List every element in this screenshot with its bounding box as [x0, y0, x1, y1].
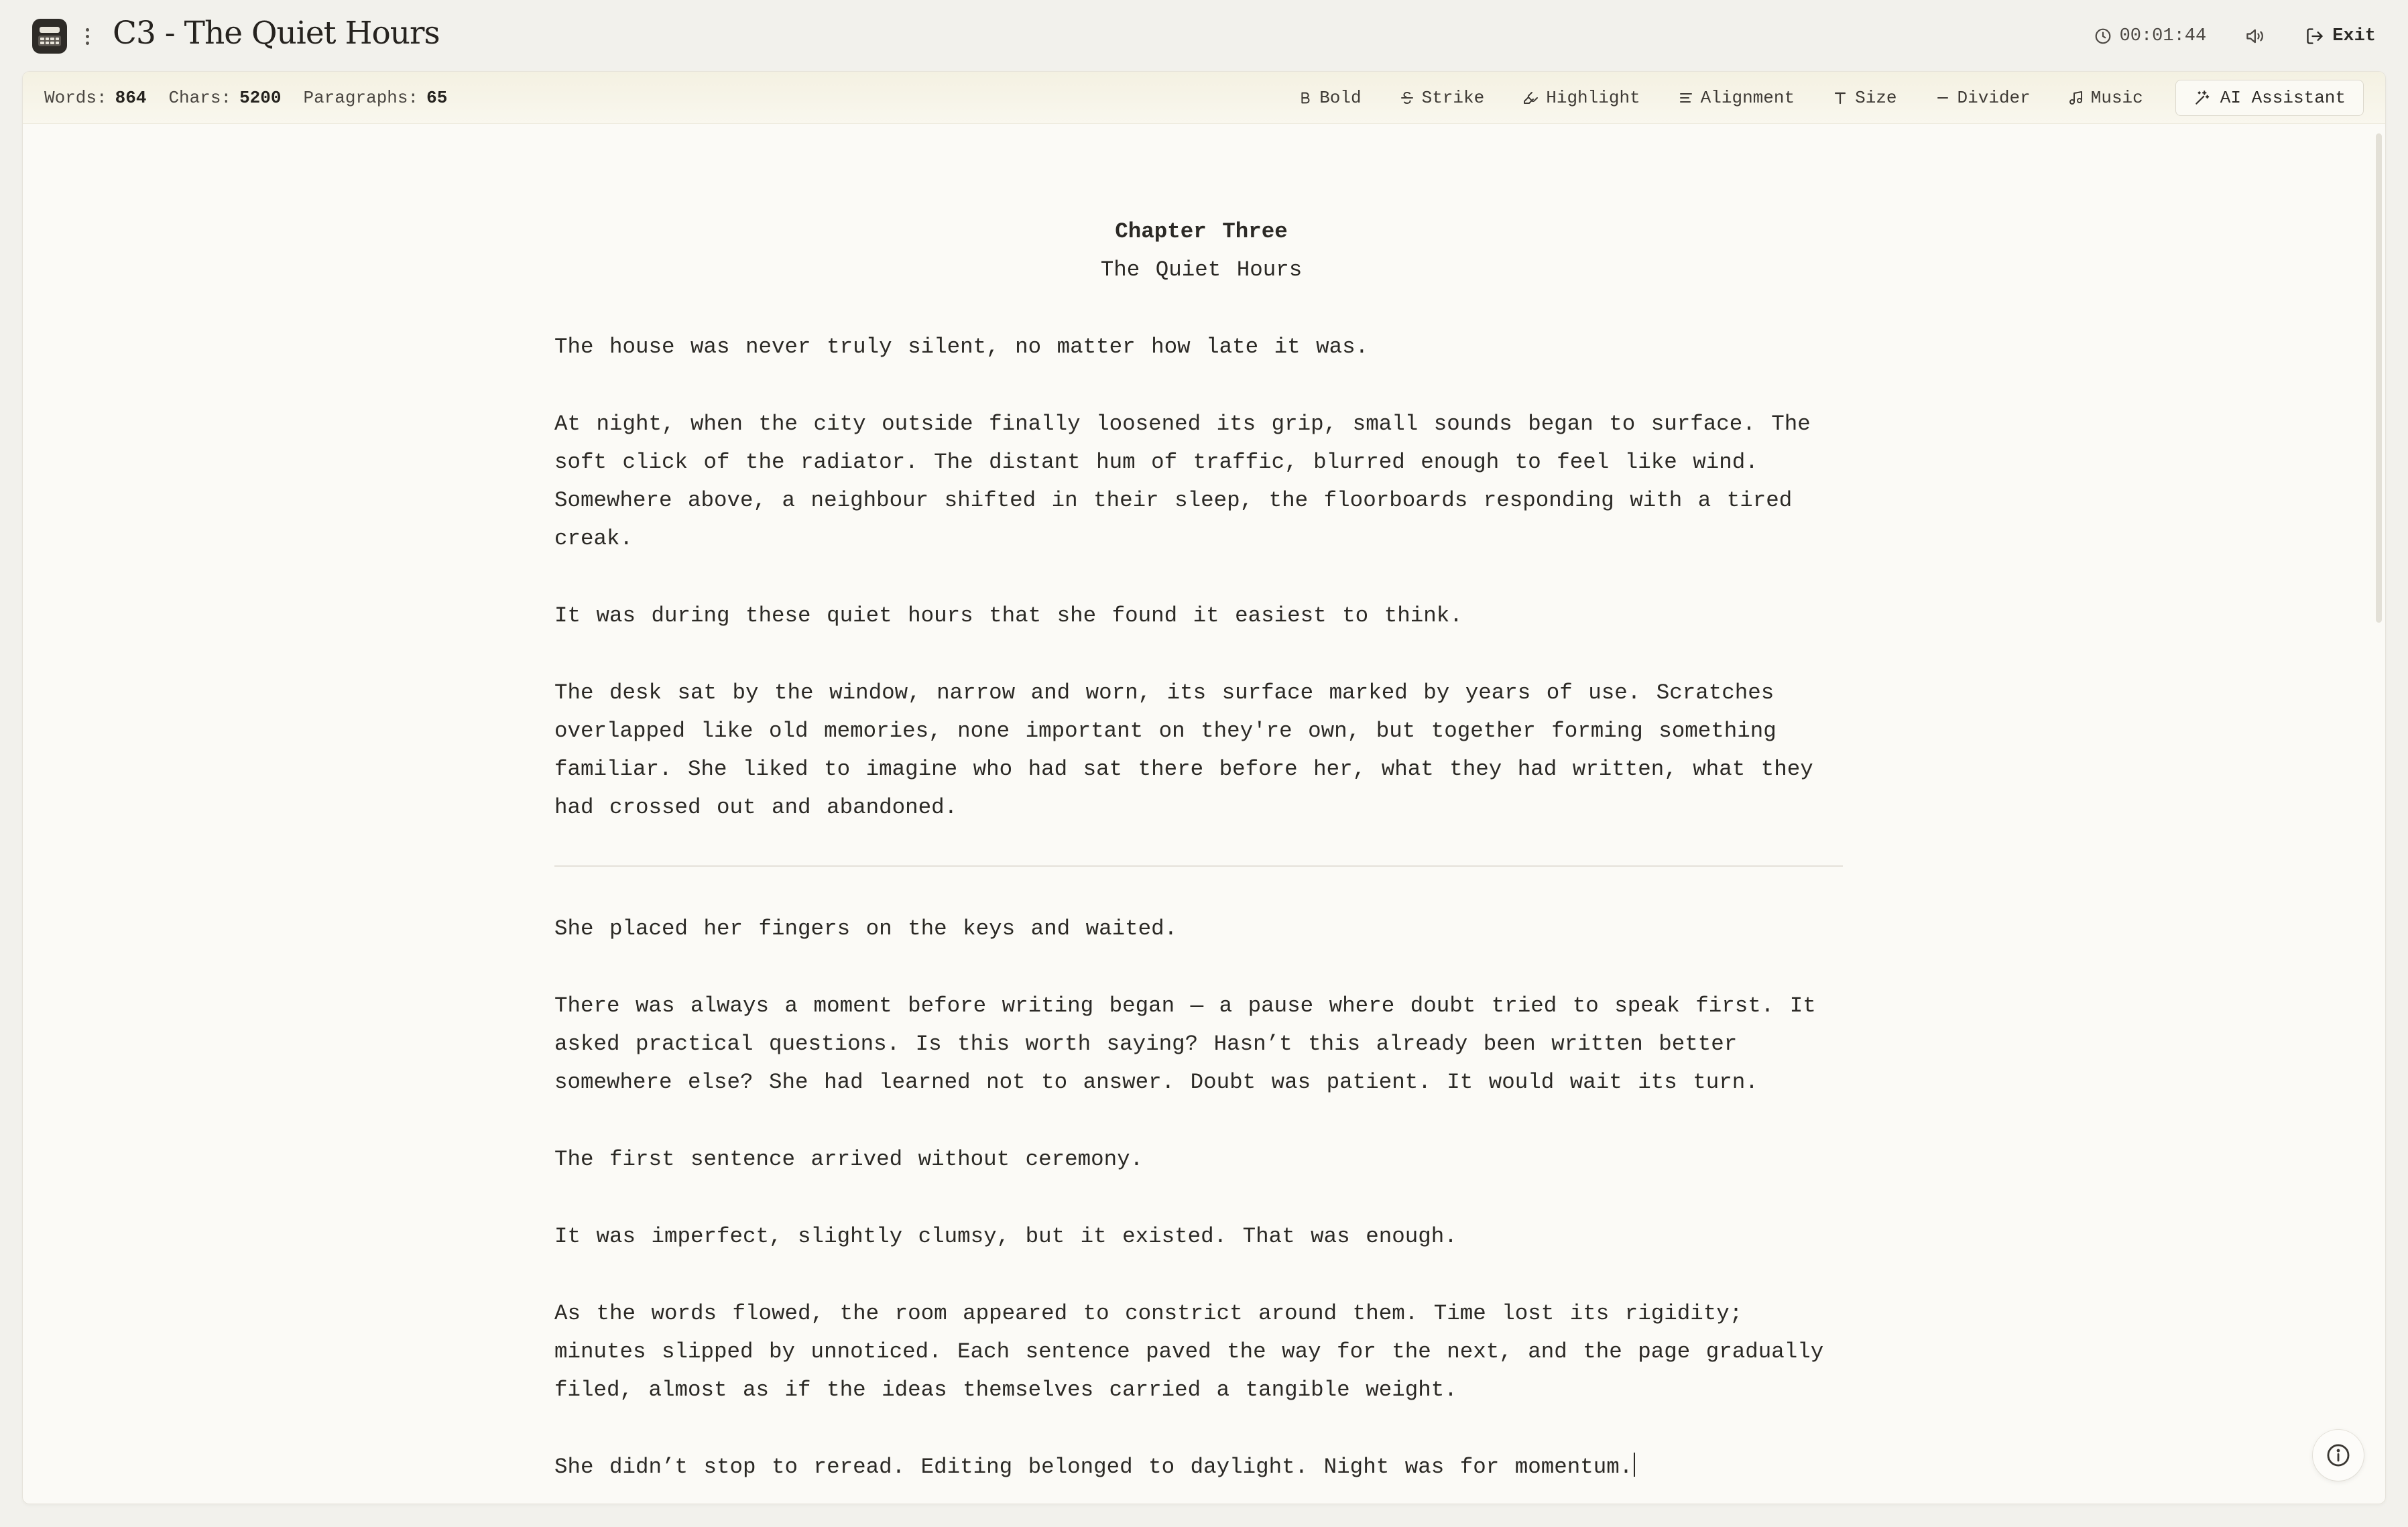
paragraph-text: She didn’t stop to reread. Editing belonged to daylight. Night was for momentum. — [554, 1455, 1633, 1479]
strike-button[interactable] — [1399, 88, 1485, 108]
char-count-label: Chars: — [168, 88, 232, 108]
paragraph[interactable]: The house was never truly silent, no matter how late it was. — [554, 334, 1369, 359]
log-out-icon — [2305, 27, 2324, 46]
document-stats — [44, 72, 447, 124]
align-left-icon — [1678, 90, 1694, 106]
formatting-tools — [1260, 72, 2364, 124]
paragraph-count-value: 65 — [426, 88, 448, 108]
chapter-subtitle[interactable]: The Quiet Hours — [1100, 257, 1303, 282]
document-title[interactable]: C3 - The Quiet Hours — [113, 15, 440, 52]
music-label: Music — [2090, 88, 2143, 108]
vertical-scrollbar[interactable] — [2373, 133, 2385, 623]
sound-toggle[interactable] — [2245, 27, 2267, 46]
char-count — [168, 88, 281, 108]
section-divider — [554, 865, 1843, 867]
char-count-value: 5200 — [239, 88, 282, 108]
exit-button[interactable] — [2305, 26, 2376, 46]
strike-label: Strike — [1421, 88, 1485, 108]
music-button[interactable] — [2068, 88, 2143, 108]
paragraph[interactable]: The first sentence arrived without ceremony. — [554, 1147, 1144, 1172]
size-button[interactable] — [1832, 88, 1897, 108]
top-bar — [0, 0, 2408, 72]
paragraph[interactable]: As the words flowed, the room appeared to constrict around them. Time lost its rigidity; minutes slipped by unnoticed. Each sentence paved the way for the next, and the page gradually filed, almost as if the ideas themselves carried a tangible weight. — [554, 1301, 1824, 1402]
paragraph-count-label: Paragraphs: — [303, 88, 419, 108]
paragraph[interactable]: It was during these quiet hours that she found it easiest to think. — [554, 603, 1463, 628]
alignment-button[interactable] — [1678, 88, 1795, 108]
highlight-label: Highlight — [1546, 88, 1640, 108]
chapter-heading[interactable]: Chapter Three — [1115, 219, 1288, 244]
paragraph-last[interactable] — [554, 1448, 1848, 1486]
bold-label: Bold — [1319, 88, 1362, 108]
editor-panel — [23, 72, 2385, 1504]
manuscript-editor[interactable] — [554, 212, 1848, 1504]
word-count-label: Words: — [44, 88, 107, 108]
ai-assistant-button[interactable] — [2175, 80, 2364, 116]
paragraph[interactable]: She placed her fingers on the keys and waited. — [554, 916, 1178, 941]
bold-icon — [1298, 90, 1313, 106]
paragraph[interactable]: It was imperfect, slightly clumsy, but it existed. That was enough. — [554, 1224, 1457, 1249]
minus-icon — [1935, 90, 1951, 106]
timer-value: 00:01:44 — [2119, 26, 2207, 46]
clock-icon — [2094, 27, 2112, 45]
divider-button[interactable] — [1935, 88, 2031, 108]
paragraph[interactable]: The desk sat by the window, narrow and worn, its surface marked by years of use. Scratches overlapped like old memories, none important on they're own, but together forming something familiar. She liked to imagine who had sat there before her, what they had written, what they had crossed out and abandoned. — [554, 680, 1813, 820]
more-vertical-icon[interactable] — [80, 23, 94, 50]
paragraph[interactable]: There was always a moment before writing began — a pause where doubt tried to speak first. It asked practical questions. Is this worth saying? Hasn’t this already been written better somewhere else? She had learned not to answer. Doubt was patient. It would wait its turn. — [554, 993, 1816, 1095]
divider-label: Divider — [1957, 88, 2031, 108]
bold-button[interactable] — [1298, 88, 1361, 108]
size-label: Size — [1855, 88, 1897, 108]
paragraph-count — [303, 88, 447, 108]
top-right-controls — [2094, 20, 2376, 52]
speaker-icon — [2245, 27, 2267, 46]
word-count — [44, 88, 146, 108]
paragraph[interactable]: At night, when the city outside finally loosened its grip, small sounds began to surface. The soft click of the radiator. The distant hum of traffic, blurred enough to feel like wind. Somewhere above, a neighbour shifted in their sleep, the floorboards responding with a tired creak. — [554, 412, 1811, 551]
info-icon — [2326, 1443, 2351, 1468]
highlight-button[interactable] — [1522, 88, 1640, 108]
music-note-icon — [2068, 90, 2084, 106]
typewriter-icon[interactable] — [32, 19, 67, 54]
editor-toolbar — [23, 72, 2385, 124]
alignment-label: Alignment — [1700, 88, 1795, 108]
exit-label: Exit — [2332, 26, 2376, 46]
highlighter-icon — [1522, 90, 1539, 106]
sparkle-wand-icon — [2193, 89, 2211, 107]
info-button[interactable] — [2313, 1430, 2364, 1481]
strikethrough-icon — [1399, 90, 1415, 106]
scrollbar-thumb[interactable] — [2376, 133, 2382, 623]
text-cursor — [1634, 1453, 1635, 1477]
word-count-value: 864 — [115, 88, 147, 108]
type-size-icon — [1832, 90, 1848, 106]
ai-assistant-label: AI Assistant — [2220, 88, 2346, 108]
session-timer — [2094, 26, 2207, 46]
